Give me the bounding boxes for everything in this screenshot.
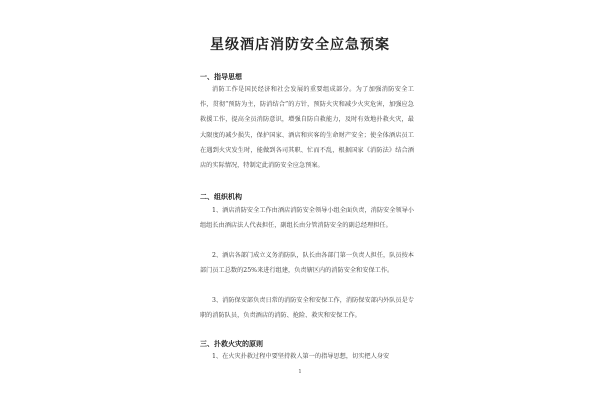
paragraph-organization-2: 2、酒店各部门成立义务消防队，队长由各部门第一负责人担任，队员按本部门员工总数的25%来进行组建，负责辖区内的消防安全和安保工作。 [200,252,414,275]
section-heading-guiding-ideology: 一、指导思想 [200,73,242,81]
paragraph-firefighting-principles-1: 1、在火灾扑救过程中要坚持救人第一的指导思想，切实把人身安 [212,353,390,360]
paragraph-organization-1: 1、酒店消防安全工作由酒店消防安全领导小组全面负责，消防安全领导小组组长由酒店法人代表担任，副组长由分管消防安全的副总经理担任。 [200,207,414,230]
section-heading-firefighting-principles: 三、扑救火灾的原则 [200,340,263,348]
paragraph-guiding-ideology: 消防工作是国民经济和社会发展的重要组成部分。为了加强消防安全工作，贯彻“预防为主，防消结合”的方针，预防火灾和减少火灾危害，加强应急救援工作，提高全员消防意识，增强自防自救能力，及时有效地扑救火灾，最大限度的减少损失，保护国家、酒店和宾客的生命财产安全；使全体酒店员工在遇到火灾发生时，能做到各司其职、忙而不乱，根据国家《消防法》结合酒店的实际情况，特制定此消防安全应急预案。 [200,86,414,170]
page-number: 1 [298,369,302,375]
paragraph-organization-3: 3、消防保安部负责日常的消防安全和安保工作，消防保安部内外队员是专职的消防队员，负责酒店的消防、抢险、救灾和安保工作。 [200,297,414,320]
document-title: 星级酒店消防安全应急预案 [210,37,390,53]
section-heading-organization: 二、组织机构 [200,193,242,201]
